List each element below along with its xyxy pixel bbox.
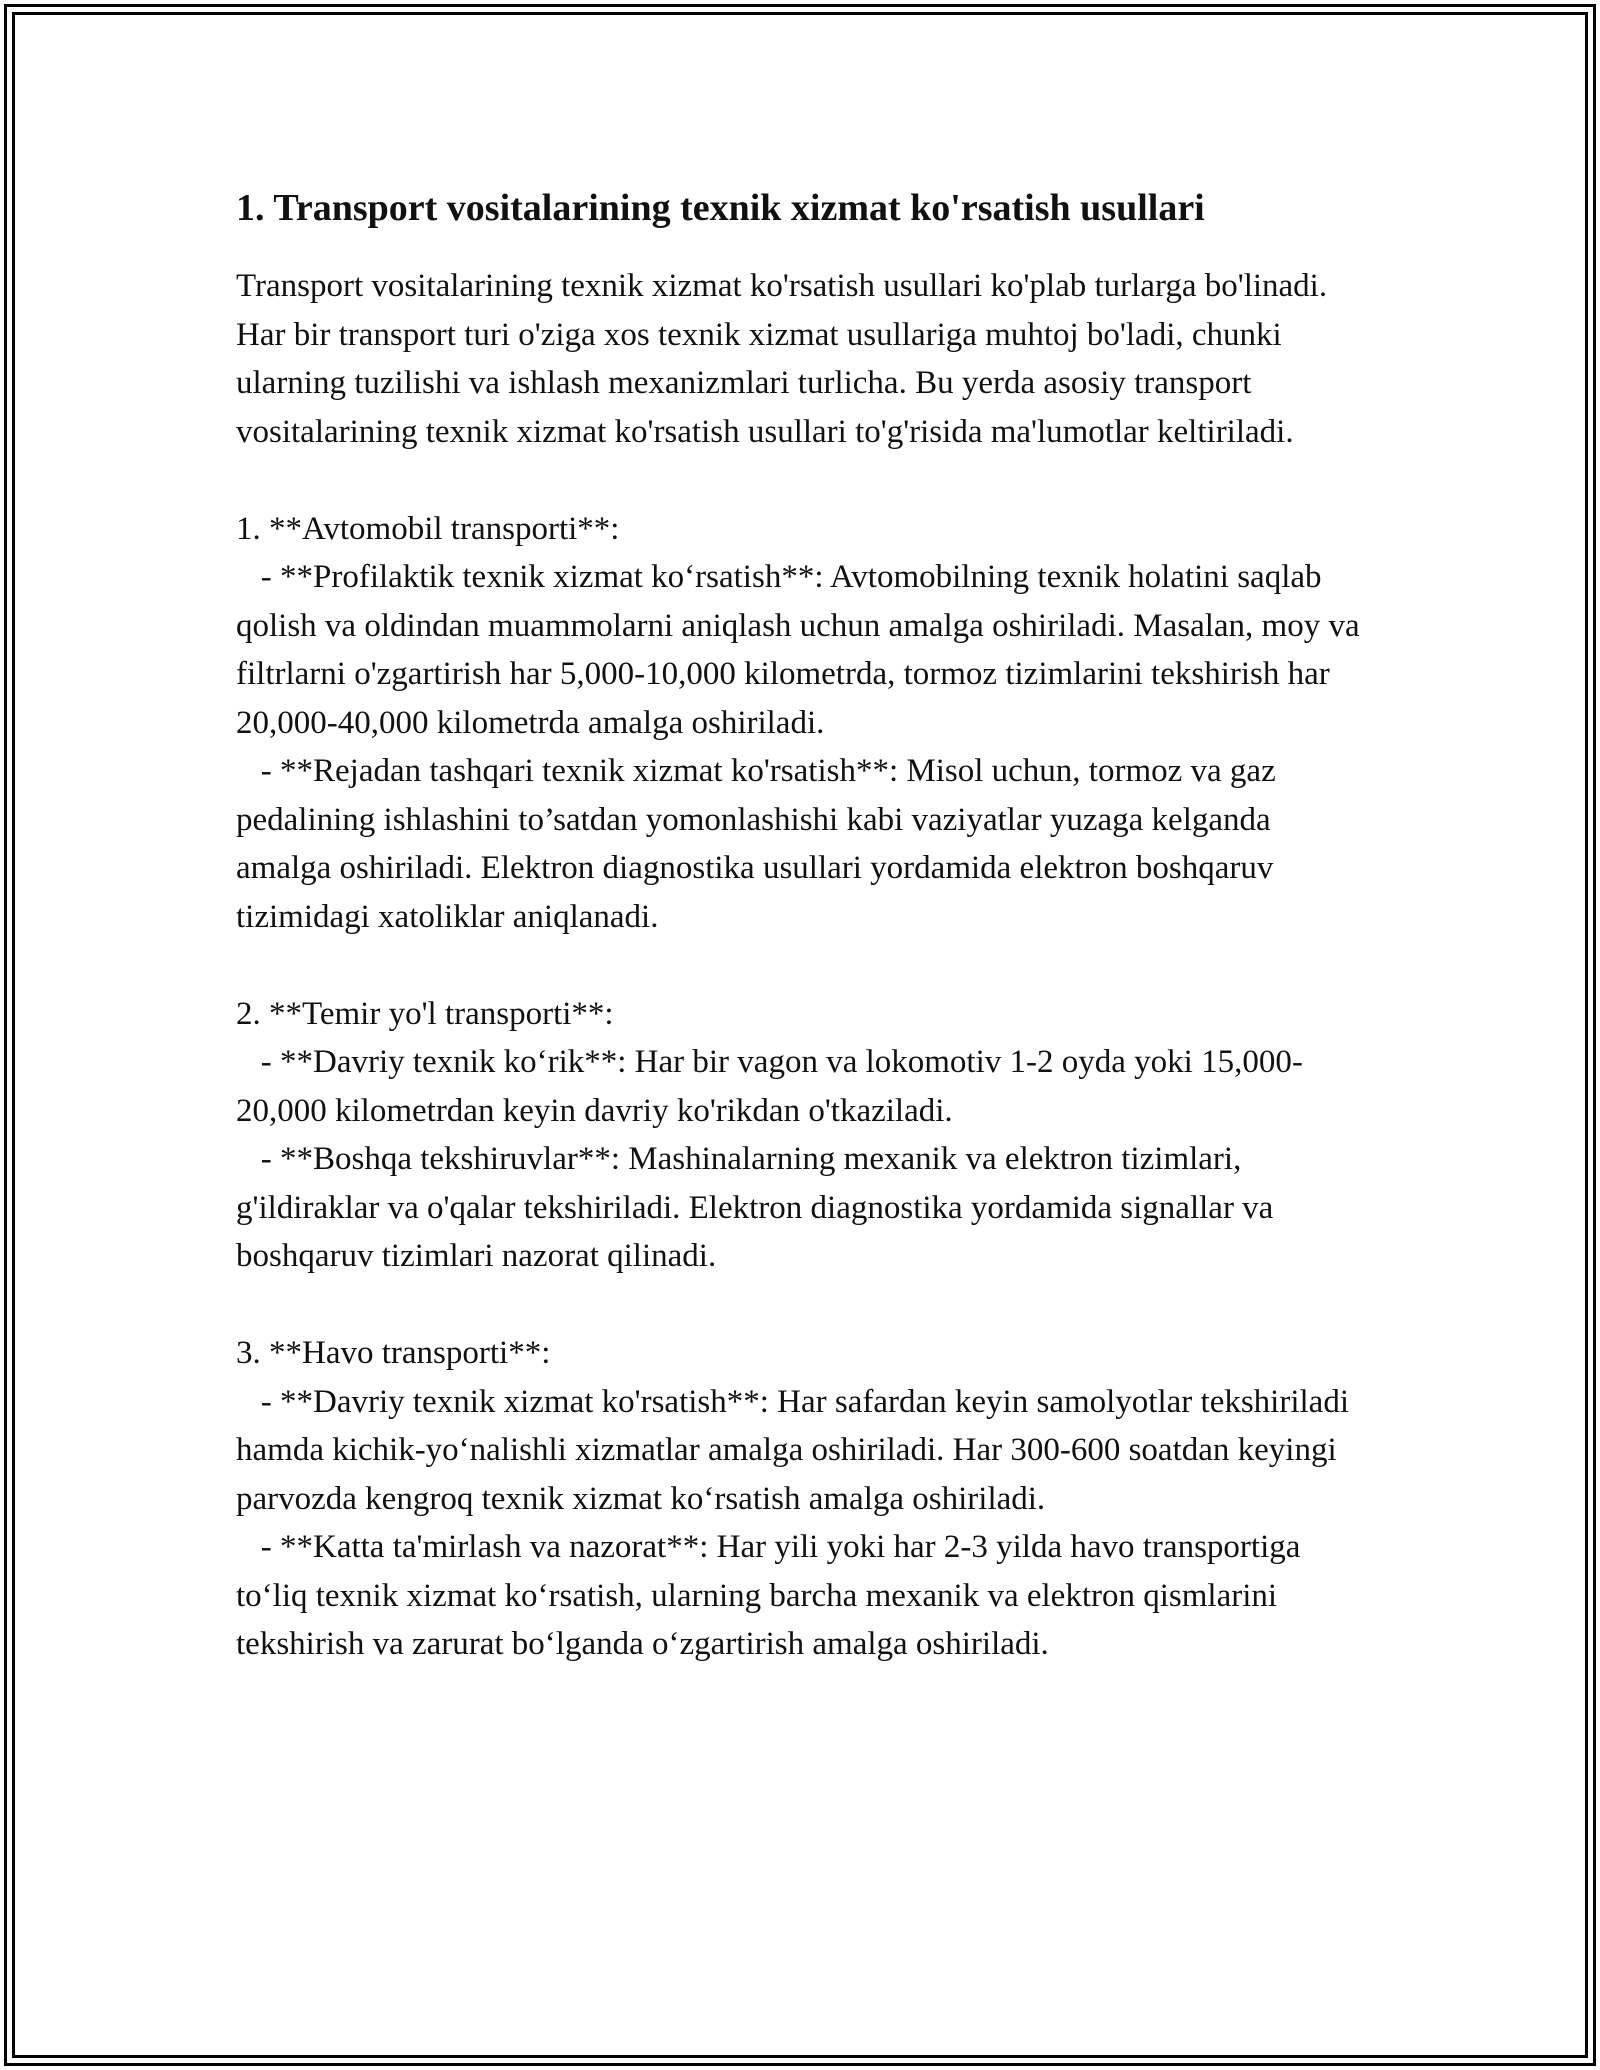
- section-item: - **Rejadan tashqari texnik xizmat ko'rsatish**: Misol uchun, tormoz va gaz pedalining ishlashini to’satdan yomonlashishi kabi vaziyatlar yuzaga kelganda amalga oshiriladi. Elektron diagnostika usullari yordamida elektron boshqaruv tizimidagi xatoliklar aniqlanadi.: [236, 753, 1284, 935]
- section-item: - **Katta ta'mirlash va nazorat**: Har yili yoki har 2-3 yilda havo transportiga to‘liq texnik xizmat ko‘rsatish, ularning barcha mexanik va elektron qismlarini tekshirish va zarurat bo‘lganda o‘zgartirish amalga oshiriladi.: [236, 1529, 1309, 1662]
- section-heading: 3. **Havo transporti**:: [236, 1335, 551, 1371]
- section-item: - **Davriy texnik ko‘rik**: Har bir vagon va lokomotiv 1-2 oyda yoki 15,000-20,000 kilometrdan keyin davriy ko'rikdan o'tkaziladi.: [236, 1044, 1303, 1129]
- section-item: - **Boshqa tekshiruvlar**: Mashinalarning mexanik va elektron tizimlari, g'ildiraklar va o'qalar tekshiriladi. Elektron diagnostika yordamida signallar va boshqaruv tizimlari nazorat qilinadi.: [236, 1141, 1282, 1274]
- section-railway: [236, 990, 1366, 1281]
- spacer: [236, 1281, 1366, 1330]
- spacer: [236, 941, 1366, 990]
- section-automobile: [236, 505, 1366, 942]
- spacer: [236, 456, 1366, 505]
- document-title: 1. Transport vositalarining texnik xizmat ko'rsatish usullari: [236, 187, 1205, 229]
- section-heading: 1. **Avtomobil transporti**:: [236, 510, 620, 547]
- intro-paragraph: Transport vositalarining texnik xizmat ko'rsatish usullari ko'plab turlarga bo'linadi. Har bir transport turi o'ziga xos texnik xizmat usullariga muhtoj bo'ladi, chunki ularning tuzilishi va ishlash mexanizmlari turlicha. Bu yerda asosiy transport vositalarining texnik xizmat ko'rsatish usullari to'g'risida ma'lumotlar keltiriladi.: [236, 268, 1336, 450]
- document-body: [236, 184, 1366, 1669]
- section-heading: 2. **Temir yo'l transporti**:: [236, 995, 614, 1032]
- section-air: [236, 1329, 1366, 1669]
- section-item: - **Davriy texnik xizmat ko'rsatish**: Har safardan keyin samolyotlar tekshiriladi hamda kichik-yo‘nalishli xizmatlar amalga oshiriladi. Har 300-600 soatdan keyingi parvozda kengroq texnik xizmat ko‘rsatish amalga oshiriladi.: [236, 1383, 1358, 1517]
- section-item: - **Profilaktik texnik xizmat ko‘rsatish**: Avtomobilning texnik holatini saqlab qolish va oldindan muammolarni aniqlash uchun amalga oshiriladi. Masalan, moy va filtrlarni o'zgartirish har 5,000-10,000 kilometrda, tormoz tizimlarini tekshirish har 20,000-40,000 kilometrda amalga oshiriladi.: [236, 559, 1368, 741]
